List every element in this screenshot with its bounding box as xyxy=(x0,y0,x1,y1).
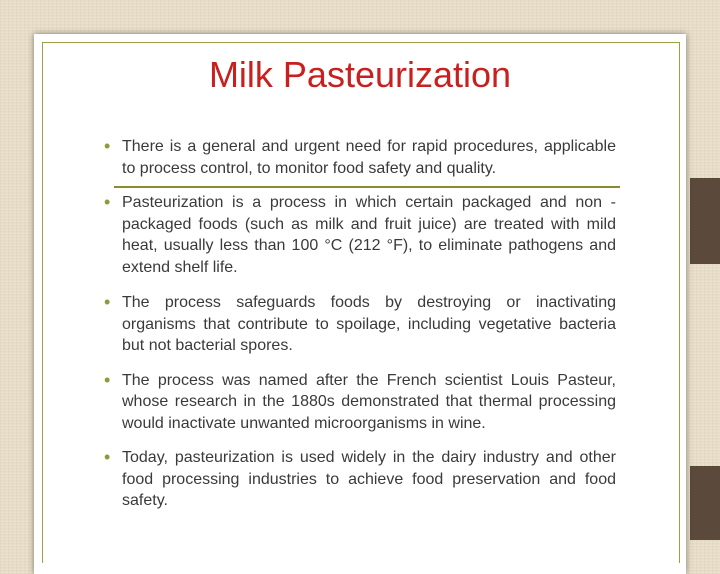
bullet-icon: • xyxy=(104,292,111,312)
bullet-item xyxy=(104,447,616,512)
bullet-text: The process safeguards foods by destroying or inactivating organisms that contribute to spoilage, including vegetative bacteria but not bacterial spores. xyxy=(122,294,616,354)
bullet-text: The process was named after the French scientist Louis Pasteur, whose research in the 1880s demonstrated that thermal processing would inactivate unwanted microorganisms in wine. xyxy=(122,371,616,432)
bullet-icon: • xyxy=(104,369,111,390)
bullet-item xyxy=(104,292,616,357)
bullet-text: There is a general and urgent need for rapid procedures, applicable to process control, to monitor food safety and quality. xyxy=(122,138,616,177)
bullet-item xyxy=(104,370,616,435)
bullet-icon: • xyxy=(104,447,111,467)
decorative-side-strip xyxy=(690,466,720,540)
bullet-item xyxy=(104,192,616,278)
bullet-icon: • xyxy=(104,136,111,156)
slide-title: Milk Pasteurization xyxy=(208,54,512,95)
bullet-item xyxy=(104,136,616,179)
bullet-list xyxy=(104,136,616,512)
decorative-side-strip xyxy=(690,178,720,264)
bullet-text: Pasteurization is a process in which certain packaged and non -packaged foods (such as milk and fruit juice) are treated with mild heat, usually less than 100 °C (212 °F), to eliminate pathogens and extend shelf life. xyxy=(122,194,616,276)
bullet-text: Today, pasteurization is used widely in the dairy industry and other food processing industries to achieve food preservation and food safety. xyxy=(122,449,616,509)
bullet-icon: • xyxy=(104,192,111,212)
